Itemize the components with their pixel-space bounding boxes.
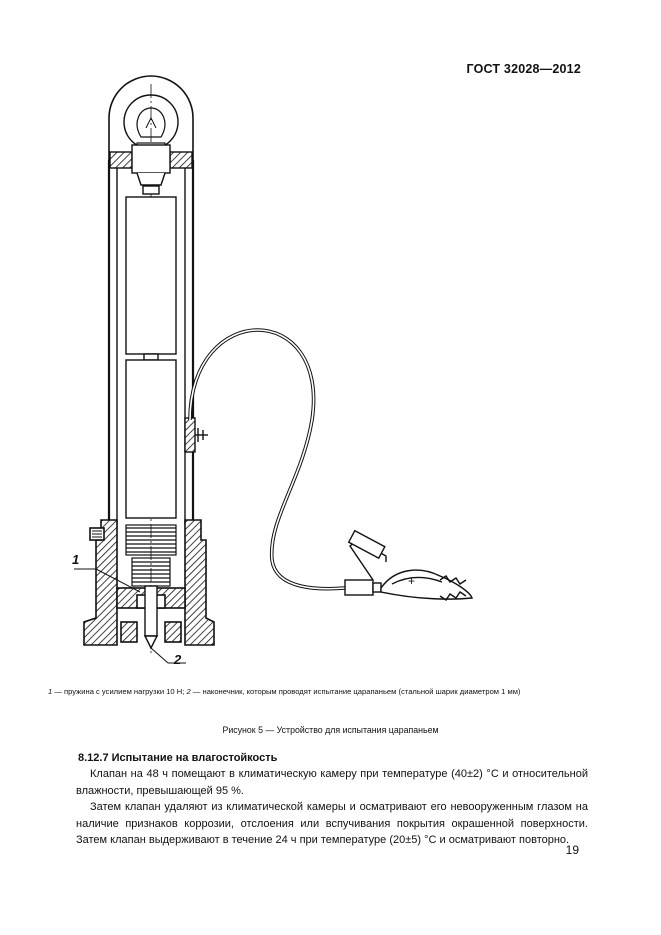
legend-num-1: 1 <box>48 687 53 696</box>
legend-num-2: 2 <box>186 687 191 696</box>
scratch-tip <box>145 586 157 648</box>
legend-text-1: — пружина с усилием нагрузки 10 Н; <box>52 687 187 696</box>
standard-header: ГОСТ 32028—2012 <box>466 62 581 76</box>
alligator-clip <box>345 531 472 600</box>
svg-text:+: + <box>408 574 416 588</box>
callout-2: 2 <box>174 652 182 667</box>
callout-1: 1 <box>72 552 80 567</box>
side-connector <box>185 418 208 452</box>
top-cap <box>110 145 192 194</box>
figure-legend <box>48 687 628 696</box>
page-number: 19 <box>565 843 579 857</box>
paragraph-1: Клапан на 48 ч помещают в климатическую камеру при температуре (40±2) °С и относительной влажности, превышающей 95 %. <box>76 768 588 797</box>
leader-lines <box>74 569 186 663</box>
section-title: 8.12.7 Испытание на влагостойкость <box>78 752 278 764</box>
batteries <box>126 197 176 518</box>
paragraph-2: Затем клапан удаляют из климатической камеры и осматривают его невооруженным глазом на наличие признаков коррозии, отслоения или вспучивания покрытия окрашенной поверхности. Затем клапан выдерживают в течение 24 ч при температуре (20±5) °С и осматривают повторно. <box>76 801 588 846</box>
cable <box>190 330 345 589</box>
legend-text-2: — наконечник, которым проводят испытание царапаньем (стальной шарик диаметром 1 мм) <box>190 687 521 696</box>
figure-caption: Рисунок 5 — Устройство для испытания царапаньем <box>222 725 439 735</box>
